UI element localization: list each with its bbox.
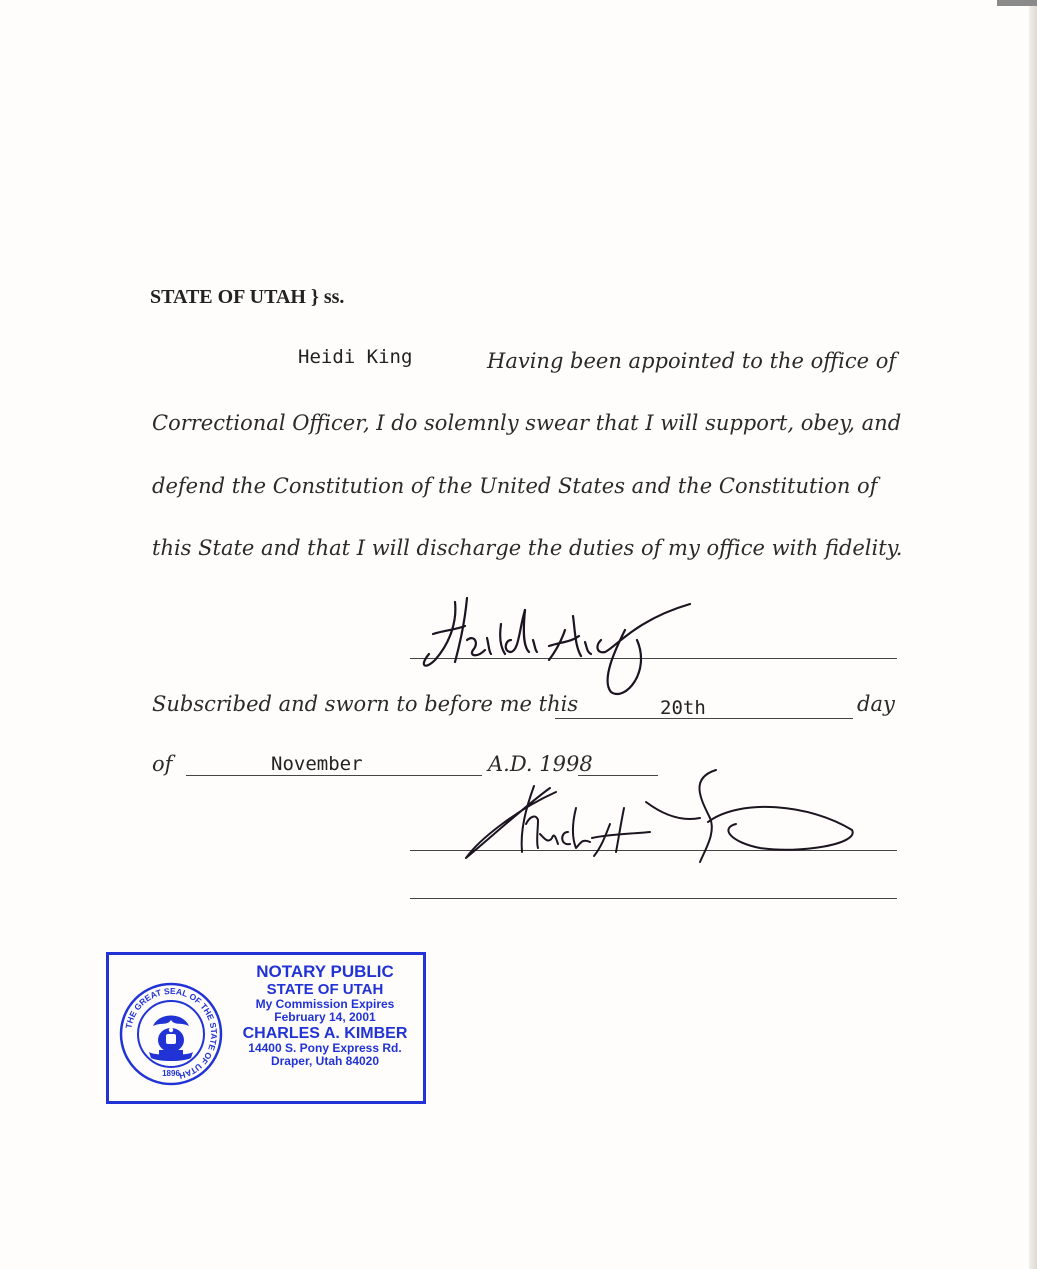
- day-suffix: day: [857, 692, 895, 716]
- venue-heading: STATE OF UTAH } ss.: [150, 286, 345, 308]
- month-value: November: [271, 753, 363, 775]
- stamp-address-city: Draper, Utah 84020: [270, 1054, 380, 1069]
- year-label: A.D. 1998: [488, 752, 593, 776]
- page-corner-shadow: [997, 0, 1037, 6]
- appointee-signature: [415, 590, 705, 700]
- title-line: [410, 898, 897, 899]
- stamp-text-block: [227, 963, 423, 1069]
- oath-line-4: this State and that I will discharge the duties of my office with fidelity.: [152, 536, 903, 560]
- seal-ring-text: THE GREAT SEAL OF THE STATE OF UTAH: [123, 985, 220, 1082]
- month-of-label: of: [152, 752, 173, 776]
- seal-year: 1896: [162, 1069, 180, 1078]
- sworn-statement-prefix: Subscribed and sworn to before me this: [152, 692, 579, 716]
- oath-line-1: Having been appointed to the office of: [487, 349, 897, 373]
- notary-stamp: [106, 952, 426, 1104]
- state-seal-icon: [119, 982, 223, 1086]
- oath-line-2: Correctional Officer, I do solemnly swear that I will support, obey, and: [152, 411, 902, 435]
- stamp-title: NOTARY PUBLIC: [256, 962, 394, 981]
- stamp-address-street: 14400 S. Pony Express Rd.: [248, 1041, 402, 1056]
- stamp-commission-label: My Commission Expires: [255, 997, 395, 1012]
- appointee-name: Heidi King: [298, 346, 413, 368]
- stamp-state: STATE OF UTAH: [266, 980, 384, 998]
- page-edge-shadow: [1029, 0, 1037, 1269]
- stamp-notary-name: CHARLES A. KIMBER: [242, 1024, 408, 1042]
- notary-signature: [460, 768, 860, 868]
- stamp-commission-date: February 14, 2001: [274, 1010, 376, 1025]
- month-blank-line: [186, 775, 482, 776]
- oath-line-3: defend the Constitution of the United States and the Constitution of: [152, 474, 878, 498]
- day-value: 20th: [660, 697, 706, 719]
